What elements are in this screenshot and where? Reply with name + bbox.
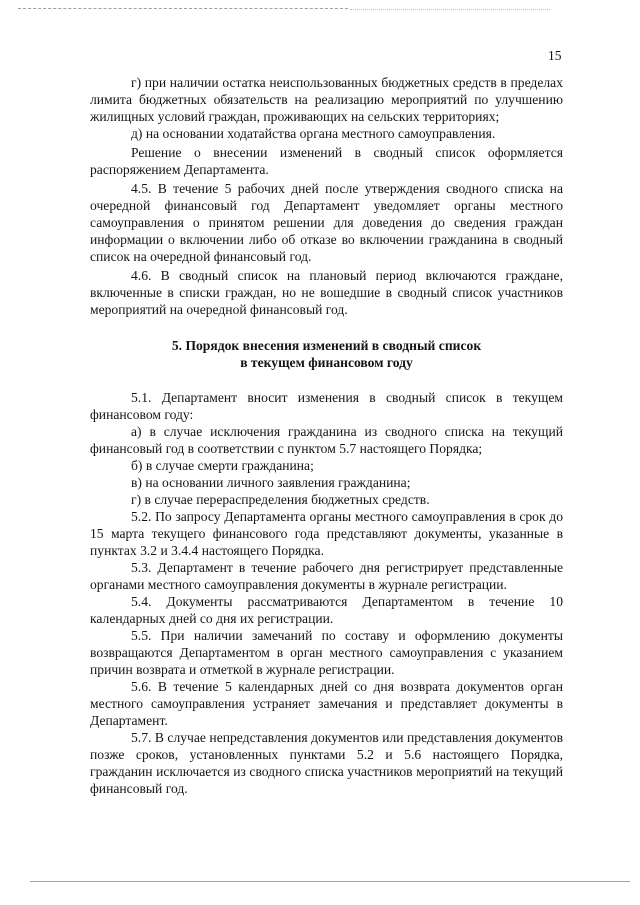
scan-artifact-top-right bbox=[350, 9, 550, 11]
paragraph-d: д) на основании ходатайства органа местного самоуправления. bbox=[131, 126, 496, 141]
scan-artifact-bottom bbox=[30, 881, 630, 883]
paragraph-5-3: 5.3. Департамент в течение рабочего дня регистрирует представленные органами местного самоуправления документы в журнале регистрации. bbox=[90, 560, 563, 592]
paragraph-5-1-b: б) в случае смерти гражданина; bbox=[131, 458, 314, 473]
paragraph-5-7: 5.7. В случае непредставления документов или представления документов позже сроков, установленных пунктами 5.2 и 5.6 настоящего Порядка, гражданин исключается из сводного списка участников мероприятий на текущий финансовый год. bbox=[90, 730, 563, 796]
scan-artifact-top bbox=[18, 8, 348, 11]
paragraph-5-5: 5.5. При наличии замечаний по составу и оформлению документы возвращаются Департаментом в орган местного самоуправления с указанием причин возврата и отметкой в журнале регистрации. bbox=[90, 628, 563, 677]
section-heading bbox=[90, 337, 563, 371]
page-number: 15 bbox=[548, 48, 562, 63]
document-body bbox=[90, 74, 563, 797]
paragraph-4-5: 4.5. В течение 5 рабочих дней после утверждения сводного списка на очередной финансовый год Департамент уведомляет органы местного самоуправления о принятом решении для доведения до сведения граждан информации о включении либо об отказе во включении гражданина в сводный список на очередной финансовый год. bbox=[90, 181, 563, 264]
paragraph-5-2: 5.2. По запросу Департамента органы местного самоуправления в срок до 15 марта текущего финансового года представляют документы, указанные в пунктах 3.2 и 3.4.4 настоящего Порядка. bbox=[90, 509, 563, 558]
paragraph-5-1-a: а) в случае исключения гражданина из сводного списка на текущий финансовый год в соответствии с пунктом 5.7 настоящего Порядка; bbox=[90, 424, 563, 456]
section-heading-line1: 5. Порядок внесения изменений в сводный список bbox=[171, 338, 482, 353]
paragraph-5-1-g: г) в случае перераспределения бюджетных средств. bbox=[131, 492, 430, 507]
paragraph-5-1-v: в) на основании личного заявления гражданина; bbox=[131, 475, 411, 490]
paragraph-5-6: 5.6. В течение 5 календарных дней со дня возврата документов орган местного самоуправления устраняет замечания и представляет документы в Департамент. bbox=[90, 679, 563, 728]
paragraph-5-1: 5.1. Департамент вносит изменения в сводный список в текущем финансовом году: bbox=[90, 390, 563, 422]
paragraph-decision: Решение о внесении изменений в сводный список оформляется распоряжением Департамента. bbox=[90, 145, 563, 177]
paragraph-5-4: 5.4. Документы рассматриваются Департаментом в течение 10 календарных дней со дня их регистрации. bbox=[90, 594, 563, 626]
section-heading-line2: в текущем финансовом году bbox=[240, 355, 413, 370]
paragraph-g: г) при наличии остатка неиспользованных бюджетных средств в пределах лимита бюджетных обязательств на реализацию мероприятий по улучшению жилищных условий граждан, проживающих на сельских территориях; bbox=[90, 75, 563, 124]
paragraph-4-6: 4.6. В сводный список на плановый период включаются граждане, включенные в списки граждан, но не вошедшие в сводный список участников мероприятий на очередной финансовый год. bbox=[90, 268, 563, 317]
